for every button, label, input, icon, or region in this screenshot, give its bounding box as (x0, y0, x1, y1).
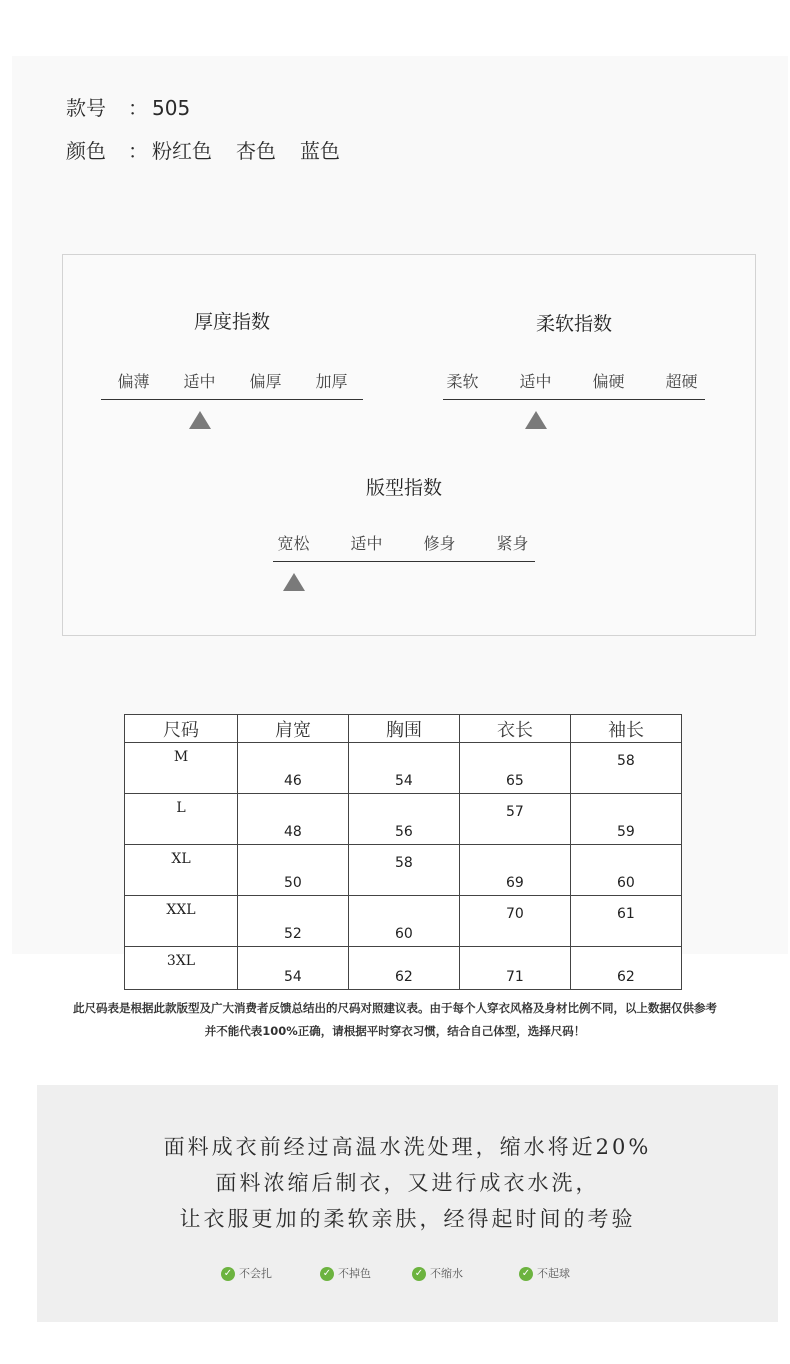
value-cell: 70 (460, 896, 571, 947)
value-cell: 60 (571, 845, 682, 896)
value-cell: 48 (238, 794, 349, 845)
value-cell: 59 (571, 794, 682, 845)
table-row (125, 794, 682, 845)
softness-marker (525, 411, 547, 429)
size-header-cell: 衣长 (460, 715, 571, 743)
value-cell: 56 (349, 794, 460, 845)
color-option: 蓝色 (300, 139, 340, 163)
thickness-marker (189, 411, 211, 429)
feature-badge (320, 1265, 371, 1281)
size-header-cell: 胸围 (349, 715, 460, 743)
table-row (125, 845, 682, 896)
size-cell: XXL (125, 896, 238, 947)
size-table-header-row (125, 715, 682, 743)
check-circle-icon: ✓ (320, 1267, 334, 1281)
softness-option: 偏硬 (592, 372, 625, 391)
size-cell: L (125, 794, 238, 845)
softness-scale-line (443, 399, 705, 400)
value-cell: 71 (460, 947, 571, 990)
color-sep: ： (128, 139, 148, 163)
softness-option: 柔软 (446, 372, 479, 391)
fit-option: 宽松 (277, 534, 310, 553)
size-chart-table (124, 714, 682, 990)
style-number-row (66, 92, 214, 121)
value-cell: 62 (349, 947, 460, 990)
size-header-cell: 尺码 (125, 715, 238, 743)
softness-option: 超硬 (665, 372, 698, 391)
feature-badges (37, 1265, 778, 1285)
check-circle-icon: ✓ (412, 1267, 426, 1281)
thickness-option: 偏薄 (117, 372, 150, 391)
fit-scale-line (273, 561, 535, 562)
fit-option: 适中 (350, 534, 383, 553)
thickness-scale-line (101, 399, 363, 400)
value-cell: 65 (460, 743, 571, 794)
fabric-index-box (62, 254, 756, 636)
color-option: 粉红色 (152, 139, 212, 163)
thickness-option: 加厚 (315, 372, 348, 391)
size-cell: 3XL (125, 947, 238, 990)
feature-badge (519, 1265, 570, 1281)
table-row (125, 743, 682, 794)
table-row (125, 947, 682, 990)
size-note-line: 此尺码表是根据此款版型及广大消费者反馈总结出的尺码对照建议表。由于每个人穿衣风格及身材比例不同，以上数据仅供参考 (73, 1001, 717, 1015)
color-label: 颜色 (66, 139, 106, 163)
fabric-care-panel (37, 1085, 778, 1322)
size-header-cell: 袖长 (571, 715, 682, 743)
feature-badge-label: 不缩水 (430, 1267, 463, 1280)
check-circle-icon: ✓ (519, 1267, 533, 1281)
fit-index-title: 版型指数 (365, 477, 442, 499)
style-number-label: 款号 (66, 96, 106, 120)
value-cell: 54 (349, 743, 460, 794)
softness-option: 适中 (519, 372, 552, 391)
value-cell: 58 (349, 845, 460, 896)
value-cell: 60 (349, 896, 460, 947)
feature-badge (412, 1265, 463, 1281)
size-cell: M (125, 743, 238, 794)
feature-badge-label: 不掉色 (338, 1267, 371, 1280)
size-cell: XL (125, 845, 238, 896)
value-cell: 57 (460, 794, 571, 845)
softness-index-title: 柔软指数 (535, 313, 612, 335)
value-cell: 50 (238, 845, 349, 896)
value-cell: 52 (238, 896, 349, 947)
check-circle-icon: ✓ (221, 1267, 235, 1281)
size-header-cell: 肩宽 (238, 715, 349, 743)
fabric-text-line: 让衣服更加的柔软亲肤，经得起时间的考验 (179, 1207, 636, 1231)
fit-option: 修身 (423, 534, 456, 553)
value-cell: 69 (460, 845, 571, 896)
value-cell: 46 (238, 743, 349, 794)
fit-option: 紧身 (496, 534, 529, 553)
style-number-value: 505 (152, 96, 191, 120)
color-option: 杏色 (236, 139, 276, 163)
fabric-text-line: 面料成衣前经过高温水洗处理，缩水将近20% (163, 1135, 652, 1159)
thickness-option: 偏厚 (249, 372, 282, 391)
fabric-text-line: 面料浓缩后制衣，又进行成衣水洗， (215, 1171, 600, 1195)
fit-marker (283, 573, 305, 591)
feature-badge-label: 不会扎 (239, 1267, 272, 1280)
feature-badge (221, 1265, 272, 1281)
thickness-option: 适中 (183, 372, 216, 391)
value-cell: 62 (571, 947, 682, 990)
size-note-line: 并不能代表100%正确，请根据平时穿衣习惯，结合自己体型，选择尺码！ (204, 1024, 586, 1038)
color-row (66, 135, 364, 164)
value-cell: 58 (571, 743, 682, 794)
value-cell: 54 (238, 947, 349, 990)
style-number-sep: ： (128, 96, 148, 120)
table-row (125, 896, 682, 947)
feature-badge-label: 不起球 (537, 1267, 570, 1280)
value-cell: 61 (571, 896, 682, 947)
thickness-index-title: 厚度指数 (193, 311, 270, 333)
